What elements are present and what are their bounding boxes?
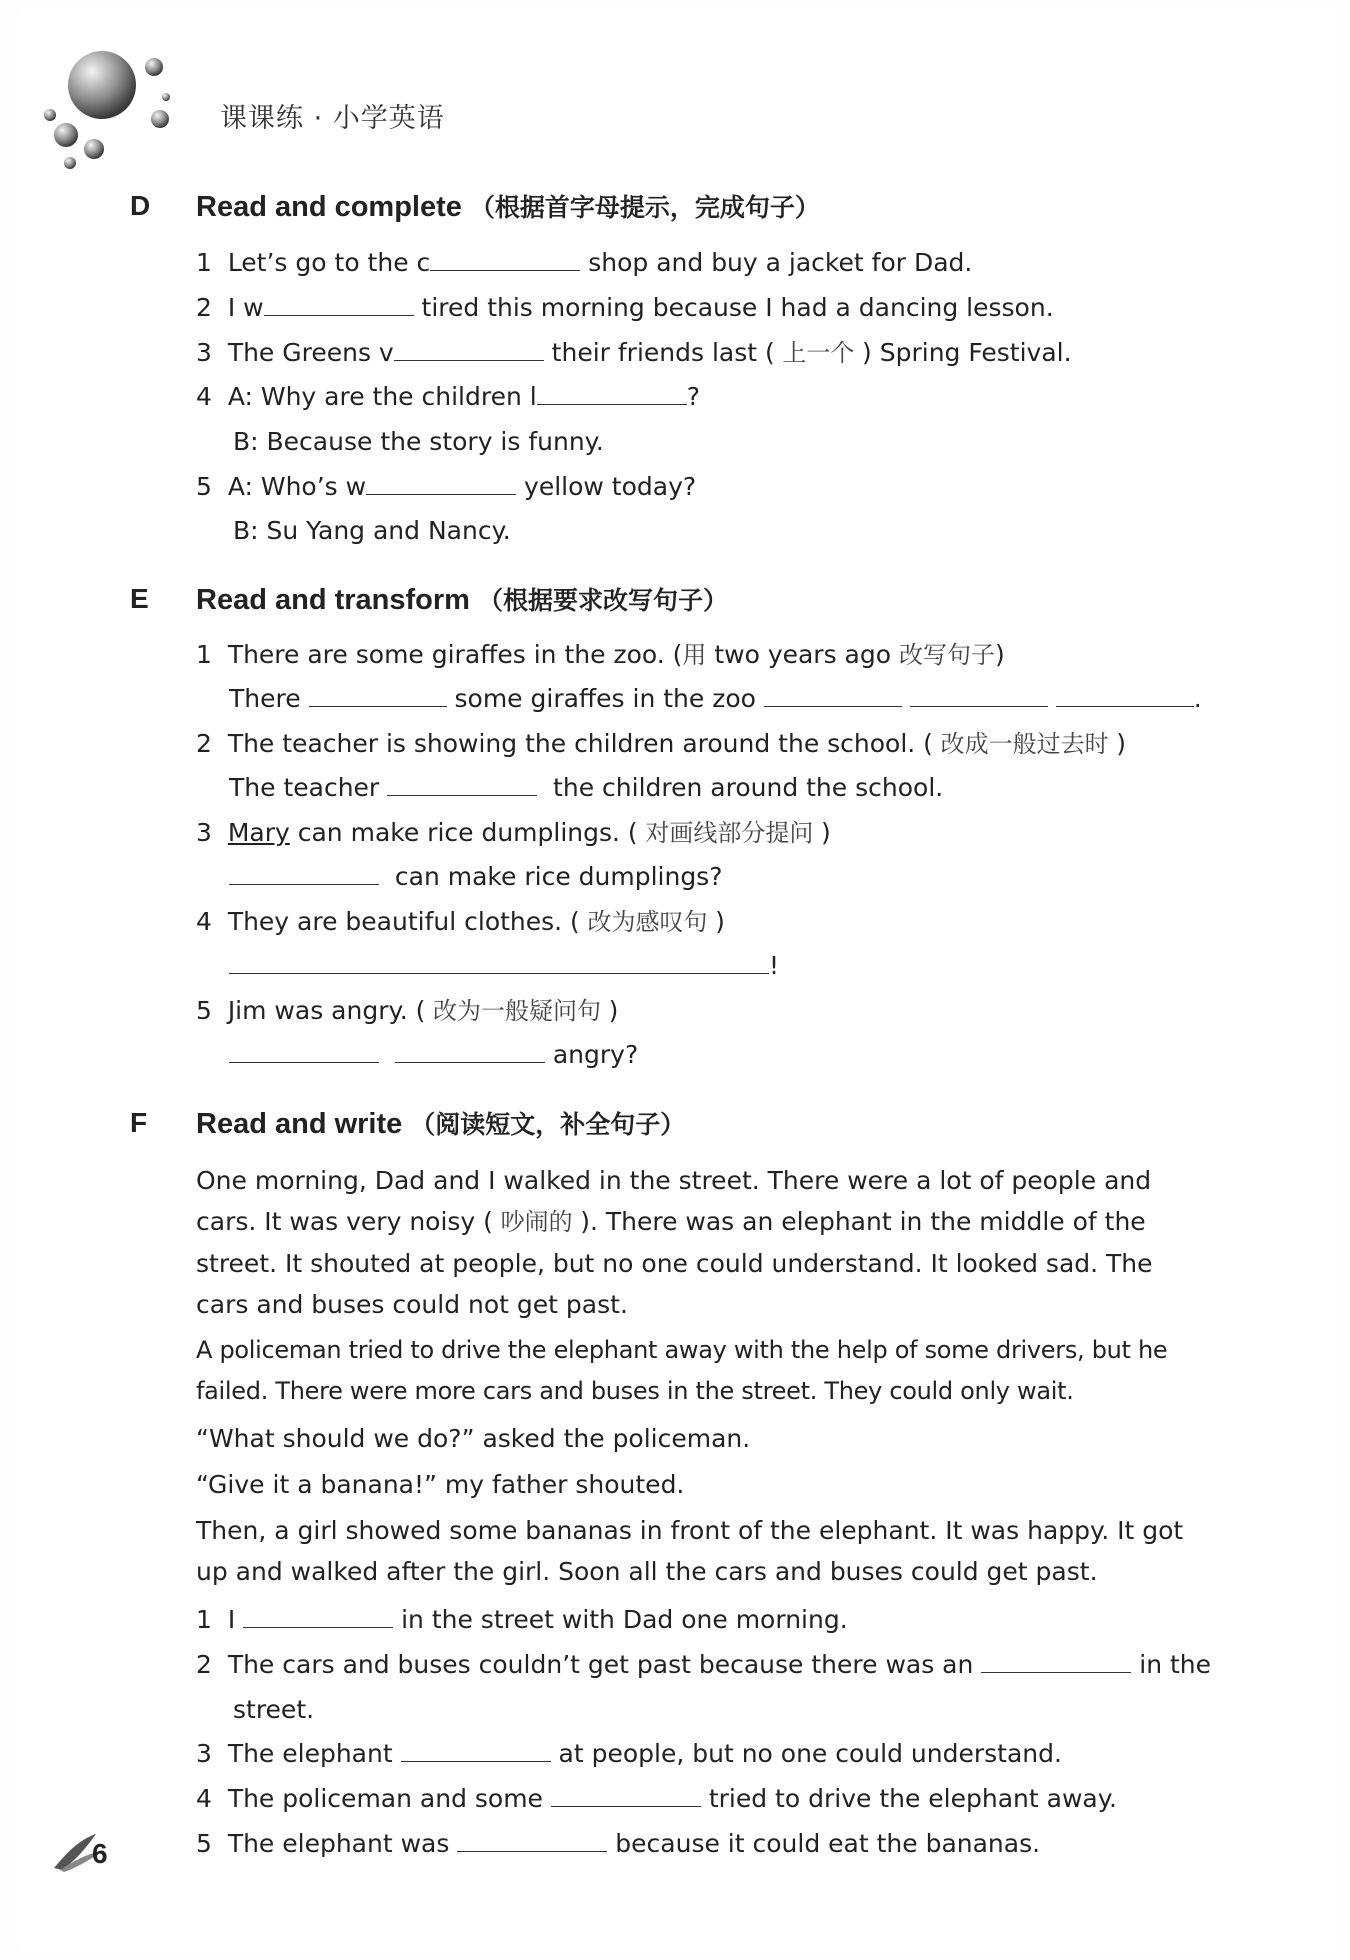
section-e-title: Read and transform （根据要求改写句子） [196,584,728,616]
page-number: 6 [92,1838,108,1869]
passage-paragraph-1: One morning, Dad and I walked in the street. There were a lot of people and cars. It was very noisy ( 吵闹的 ). There was an elephant in the middle of the street. It shouted at people, but no one could understand. It looked sad. The cars and buses could not get past. [196,1166,1153,1319]
book-title: 课课练 · 小学英语 [220,103,445,134]
question-f3: 3 The elephant at people, but no one could understand. [196,1739,1062,1768]
section-d-title: Read and complete （根据首字母提示，完成句子） [196,191,820,223]
answer-line-e2: The teacher the children around the school. [229,773,944,802]
question-e1: 1 There are some giraffes in the zoo. (用 two years ago 改写句子) [196,640,1005,669]
answer-blank[interactable] [309,684,447,707]
question-d4: 4 A: Why are the children l ? [196,382,700,411]
answer-blank[interactable] [366,472,516,495]
question-e3: 3 Mary can make rice dumplings. ( 对画线部分提问 ) [196,818,831,847]
answer-blank[interactable] [551,1784,701,1807]
question-f2: 2 The cars and buses couldn’t get past because there was an in the [196,1650,1212,1679]
question-d2: 2 I w tired this morning because I had a dancing lesson. [196,293,1054,322]
question-e2: 2 The teacher is showing the children around the school. ( 改成一般过去时 ) [196,729,1126,758]
answer-d4: B: Because the story is funny. [233,427,604,456]
answer-blank[interactable] [910,684,1048,707]
question-f5: 5 The elephant was because it could eat the bananas. [196,1829,1041,1858]
question-d3: 3 The Greens v their friends last ( 上一个 ) Spring Festival. [196,338,1072,367]
answer-blank[interactable] [764,684,902,707]
question-f1: 1 I in the street with Dad one morning. [196,1605,848,1634]
passage-paragraph-2: A policeman tried to drive the elephant away with the help of some drivers, but he failed. There were more cars and buses in the street. They could only wait. [196,1336,1168,1405]
answer-line-e4: ! [229,951,779,981]
answer-d5: B: Su Yang and Nancy. [233,516,511,545]
answer-line-e1: There some giraffes in the zoo . [229,684,1202,713]
question-f4: 4 The policeman and some tried to drive the elephant away. [196,1784,1117,1813]
passage-paragraph-5: Then, a girl showed some bananas in front of the elephant. It was happy. It got up and walked after the girl. Soon all the cars and buses could get past. [196,1516,1184,1586]
answer-blank[interactable] [229,951,769,974]
section-f-title: Read and write （阅读短文，补全句子） [196,1108,686,1140]
bubbles-decoration [40,45,200,175]
passage-paragraph-4: “Give it a banana!” my father shouted. [196,1470,685,1499]
answer-blank[interactable] [264,293,414,316]
underlined-word: Mary [227,818,290,847]
answer-blank[interactable] [537,382,687,405]
answer-blank[interactable] [387,773,537,796]
section-f-letter: F [130,1107,148,1138]
passage-paragraph-3: “What should we do?” asked the policeman. [196,1424,751,1453]
section-d-letter: D [130,190,151,221]
section-e-letter: E [130,583,149,614]
answer-blank[interactable] [401,1739,551,1762]
question-d1: 1 Let’s go to the c shop and buy a jacket for Dad. [196,248,973,277]
answer-blank[interactable] [457,1829,607,1852]
question-e4: 4 They are beautiful clothes. ( 改为感叹句 ) [196,907,725,936]
question-d5: 5 A: Who’s w yellow today? [196,472,697,501]
answer-blank[interactable] [229,862,379,885]
answer-line-e5: angry? [229,1040,638,1070]
answer-blank[interactable] [1056,684,1194,707]
answer-blank[interactable] [981,1650,1131,1673]
answer-blank[interactable] [395,1040,545,1063]
question-f2-continued: street. [233,1695,315,1724]
answer-blank[interactable] [394,338,544,361]
answer-blank[interactable] [243,1605,393,1628]
answer-blank[interactable] [229,1040,379,1063]
answer-blank[interactable] [430,248,580,271]
question-e5: 5 Jim was angry. ( 改为一般疑问句 ) [196,996,619,1025]
answer-line-e3: can make rice dumplings? [229,862,722,892]
